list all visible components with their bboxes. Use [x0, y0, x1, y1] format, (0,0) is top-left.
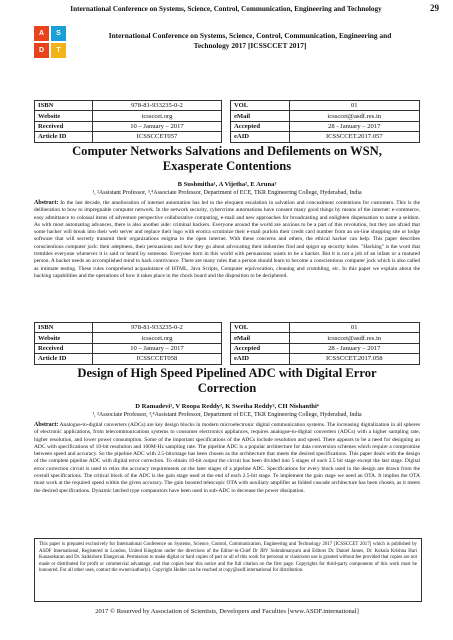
paper1-abstract-label: Abstract:	[34, 200, 59, 206]
asdf-logo	[34, 26, 74, 80]
meta-value: 01	[289, 101, 419, 111]
meta-key: eMail	[231, 333, 290, 343]
meta-key: eAID	[231, 132, 290, 142]
meta-key: eAID	[231, 354, 290, 364]
meta-value: icssccet@asdf.res.in	[289, 111, 419, 121]
meta-key: Article ID	[35, 132, 93, 142]
paper1-meta-right-table	[230, 100, 420, 143]
meta-value: 28 - January – 2017	[289, 343, 419, 353]
meta-value: ICSSCCET058	[92, 354, 221, 364]
paper2-affiliation: ¹, ²Associate Professor, ³,⁴Assistant Professor, Department of ECE, TKR Engineering College, Hyderabad, India	[92, 412, 362, 418]
logo-square-d: D	[34, 43, 49, 58]
paper2-abstract	[34, 422, 420, 495]
meta-key: Article ID	[35, 354, 93, 364]
meta-value: 978-81-933235-0-2	[92, 323, 221, 333]
paper2-title-line2: Correction	[197, 381, 257, 395]
paper2-authors: D Ramadevi¹, V Roopa Reddy², K Swetha Reddy³, CH Nishanthi⁴	[135, 403, 319, 410]
meta-value: ICSSCCET057	[92, 132, 221, 142]
meta-value: icssccet.org	[92, 111, 221, 121]
meta-value: icssccet@asdf.res.in	[289, 333, 419, 343]
meta-value: 978-81-933235-0-2	[92, 101, 221, 111]
copyright-line: 2017 © Reserved by Association of Scientists, Developers and Faculties [www.ASDF.international]	[95, 608, 359, 615]
meta-key: Website	[35, 111, 93, 121]
paper2-title-line1: Design of High Speed Pipelined ADC with Digital Error	[77, 366, 377, 380]
running-head: International Conference on Systems, Science, Control, Communication, Engineering and Technology	[70, 5, 382, 13]
meta-value: 28 - January – 2017	[289, 121, 419, 131]
meta-key: ISBN	[35, 101, 93, 111]
meta-value: ICSSCCET.2017.057	[289, 132, 419, 142]
conference-title-line1: International Conference on Systems, Science, Control, Communication, Engineering and	[108, 31, 392, 40]
meta-key: eMail	[231, 111, 290, 121]
paper1-abstract-text: In the last decade, the amelioration of internet automation has led to the eloquent escalation in salvation and concealment contentions for customers. This is the deliberation to how to impregnable computer network. In the network security, cybercrime automations have consent many good things by means of the internet: e-commerce, easy admittance to colossal items of adventure perspective collaborative computing, e-mail and new approaches for broadcasting and enlighten dispensation to name a seldom. As with most automating advances, there is also another side: criminal hackers. Everyone around the world are anxious to be a part of this revolution, but they are afraid that some hacker will break into their web server and replace their logo with erotica scrutinize their e-mail purloin their credit card number from an on-line shopping site or lodge software that will secretly transmit their organizations enigma to the open internet. With these concerns and others, the ethical hacker can help. This paper describes conscientious computer jock: their adeptness, their persuasions and how they go about advocating their industries find and spigot up security holes. "Hacking" is the word that trembles everyone whenever it is said or heard by someone. Everyone born in this world with persuasions wants to be a hacker. But it is not a job of an infant or a matured person. A hacker needs an accomplished mind to hack contrivance. There are many rules that a person should learn to become a conscientious computer jock which is also called as intimate testing. These rules comprehend acquaintance of HTML, Java Scripts, Computer equivocation, cleaning and crumbling, etc. In this paper we explain about the hacking capabilities and the operations of how it takes place in the chock board and the disposition to be deciphered.	[34, 200, 421, 279]
paper1-title-line1: Computer Networks Salvations and Defilements on WSN,	[72, 144, 382, 158]
paper1-authors: B Sushmitha¹, A Vijetha², E Aruna³	[177, 181, 277, 188]
paper1-title-line2: Exasperate Contentions	[162, 159, 292, 173]
meta-key: VOL	[231, 101, 290, 111]
paper1-meta-left-table	[34, 100, 222, 143]
meta-value: 01	[289, 323, 419, 333]
logo-square-a: A	[34, 26, 49, 41]
paper2-abstract-label: Abstract:	[34, 422, 59, 428]
meta-key: Accepted	[231, 121, 290, 131]
paper2-meta-right-table	[230, 322, 420, 365]
conference-title	[80, 31, 420, 51]
permission-notice-box: This paper is prepared exclusively for International Conference on Systems, Science, Control, Communication, Engineering and Technology 2017 [ICSSCCET 2017] which is published by ASDF International, Registered in London, United Kingdom under the directions of the Editor-in-Chief Dr JBV Subrahmanyam and Editors Dr. Daniel James, Dr. Kokula Krishna Hari Kunasekaran and Dr. Saikishore Elangovan. Permission to make digital or hard copies of part or all of this work for personal or classroom use is granted without fee provided that copies are not made or distributed for profit or commercial advantage, and that copies bear this notice and the full citation on the first page. Copyrights for third-party components of this work must be honoured. For all other uses, contact the owner/author(s). Copyright Holder can be reached at copy@asdf.international for distribution.	[34, 538, 422, 602]
meta-value: 10 – January – 2017	[92, 343, 221, 353]
meta-key: ISBN	[35, 323, 93, 333]
meta-key: VOL	[231, 323, 290, 333]
meta-key: Received	[35, 343, 93, 353]
paper1-affiliation: ¹, ²Assistant Professor, ³,⁴Associate Professor, Department of ECE, TKR Engineering College, Hyderabad, India	[92, 190, 362, 196]
logo-square-s: S	[51, 26, 66, 41]
meta-key: Accepted	[231, 343, 290, 353]
meta-key: Website	[35, 333, 93, 343]
meta-value: 10 – January – 2017	[92, 121, 221, 131]
meta-value: ICSSCCET.2017.058	[289, 354, 419, 364]
page-number: 29	[430, 3, 439, 13]
meta-key: Received	[35, 121, 93, 131]
logo-square-t: T	[51, 43, 66, 58]
paper2-title	[34, 366, 420, 396]
conference-title-line2: Technology 2017 [ICSSCCET 2017]	[193, 41, 307, 50]
paper1-title	[34, 144, 420, 174]
paper2-abstract-text: Analogue-to-digital converters (ADCs) are key design blocks in modern microelectronic digital communication systems. The increasing digitalization in all spheres of electronic applications, from telecommunications systems to consumer electronics appliances, requires analogue-to-digital converters (ADCs) with a higher sampling rate, higher resolution, and lower power consumption. Some of the important specifications of the ADCs include resolution and speed. There appears to be a need for designing an ADC with specifications of 10-bit resolution and 100M-Hz sampling rate. The pipeline ADC is a popular architecture for data conversion schemes which require a compromise between speed and accuracy. So the pipeline ADC with 2.5-bits/stage has been chosen as the architecture that meets the desired specifications. This paper deals with the design of the complete pipeline ADC with digital error correction. To obtain 10-bit output the circuit has been divided into 5 stages of each 2.5 bit stage except the last stage. Digital error correction circuit is used to relax the accuracy requirements on the later stages of a pipeline ADC. Specifications for every block used in the design are drawn from the overall specifications. The critical block of the ADC is the gain stage used at the end of each 2.5-bit stage. To implement the gain stage we need an OTA. It implies the OTA must work at the required speed within the given accuracy. The gain boosted telescopic OTA with auxiliary amplifier as folded cascade architecture has been chosen, as it meets the desired specifications. Dynamic latched type comparators have been used in sub-ADC to decrease the power dissipation.	[34, 422, 420, 494]
paper1-abstract	[34, 200, 420, 280]
meta-value: icssccet.org	[92, 333, 221, 343]
paper2-meta-left-table	[34, 322, 222, 365]
